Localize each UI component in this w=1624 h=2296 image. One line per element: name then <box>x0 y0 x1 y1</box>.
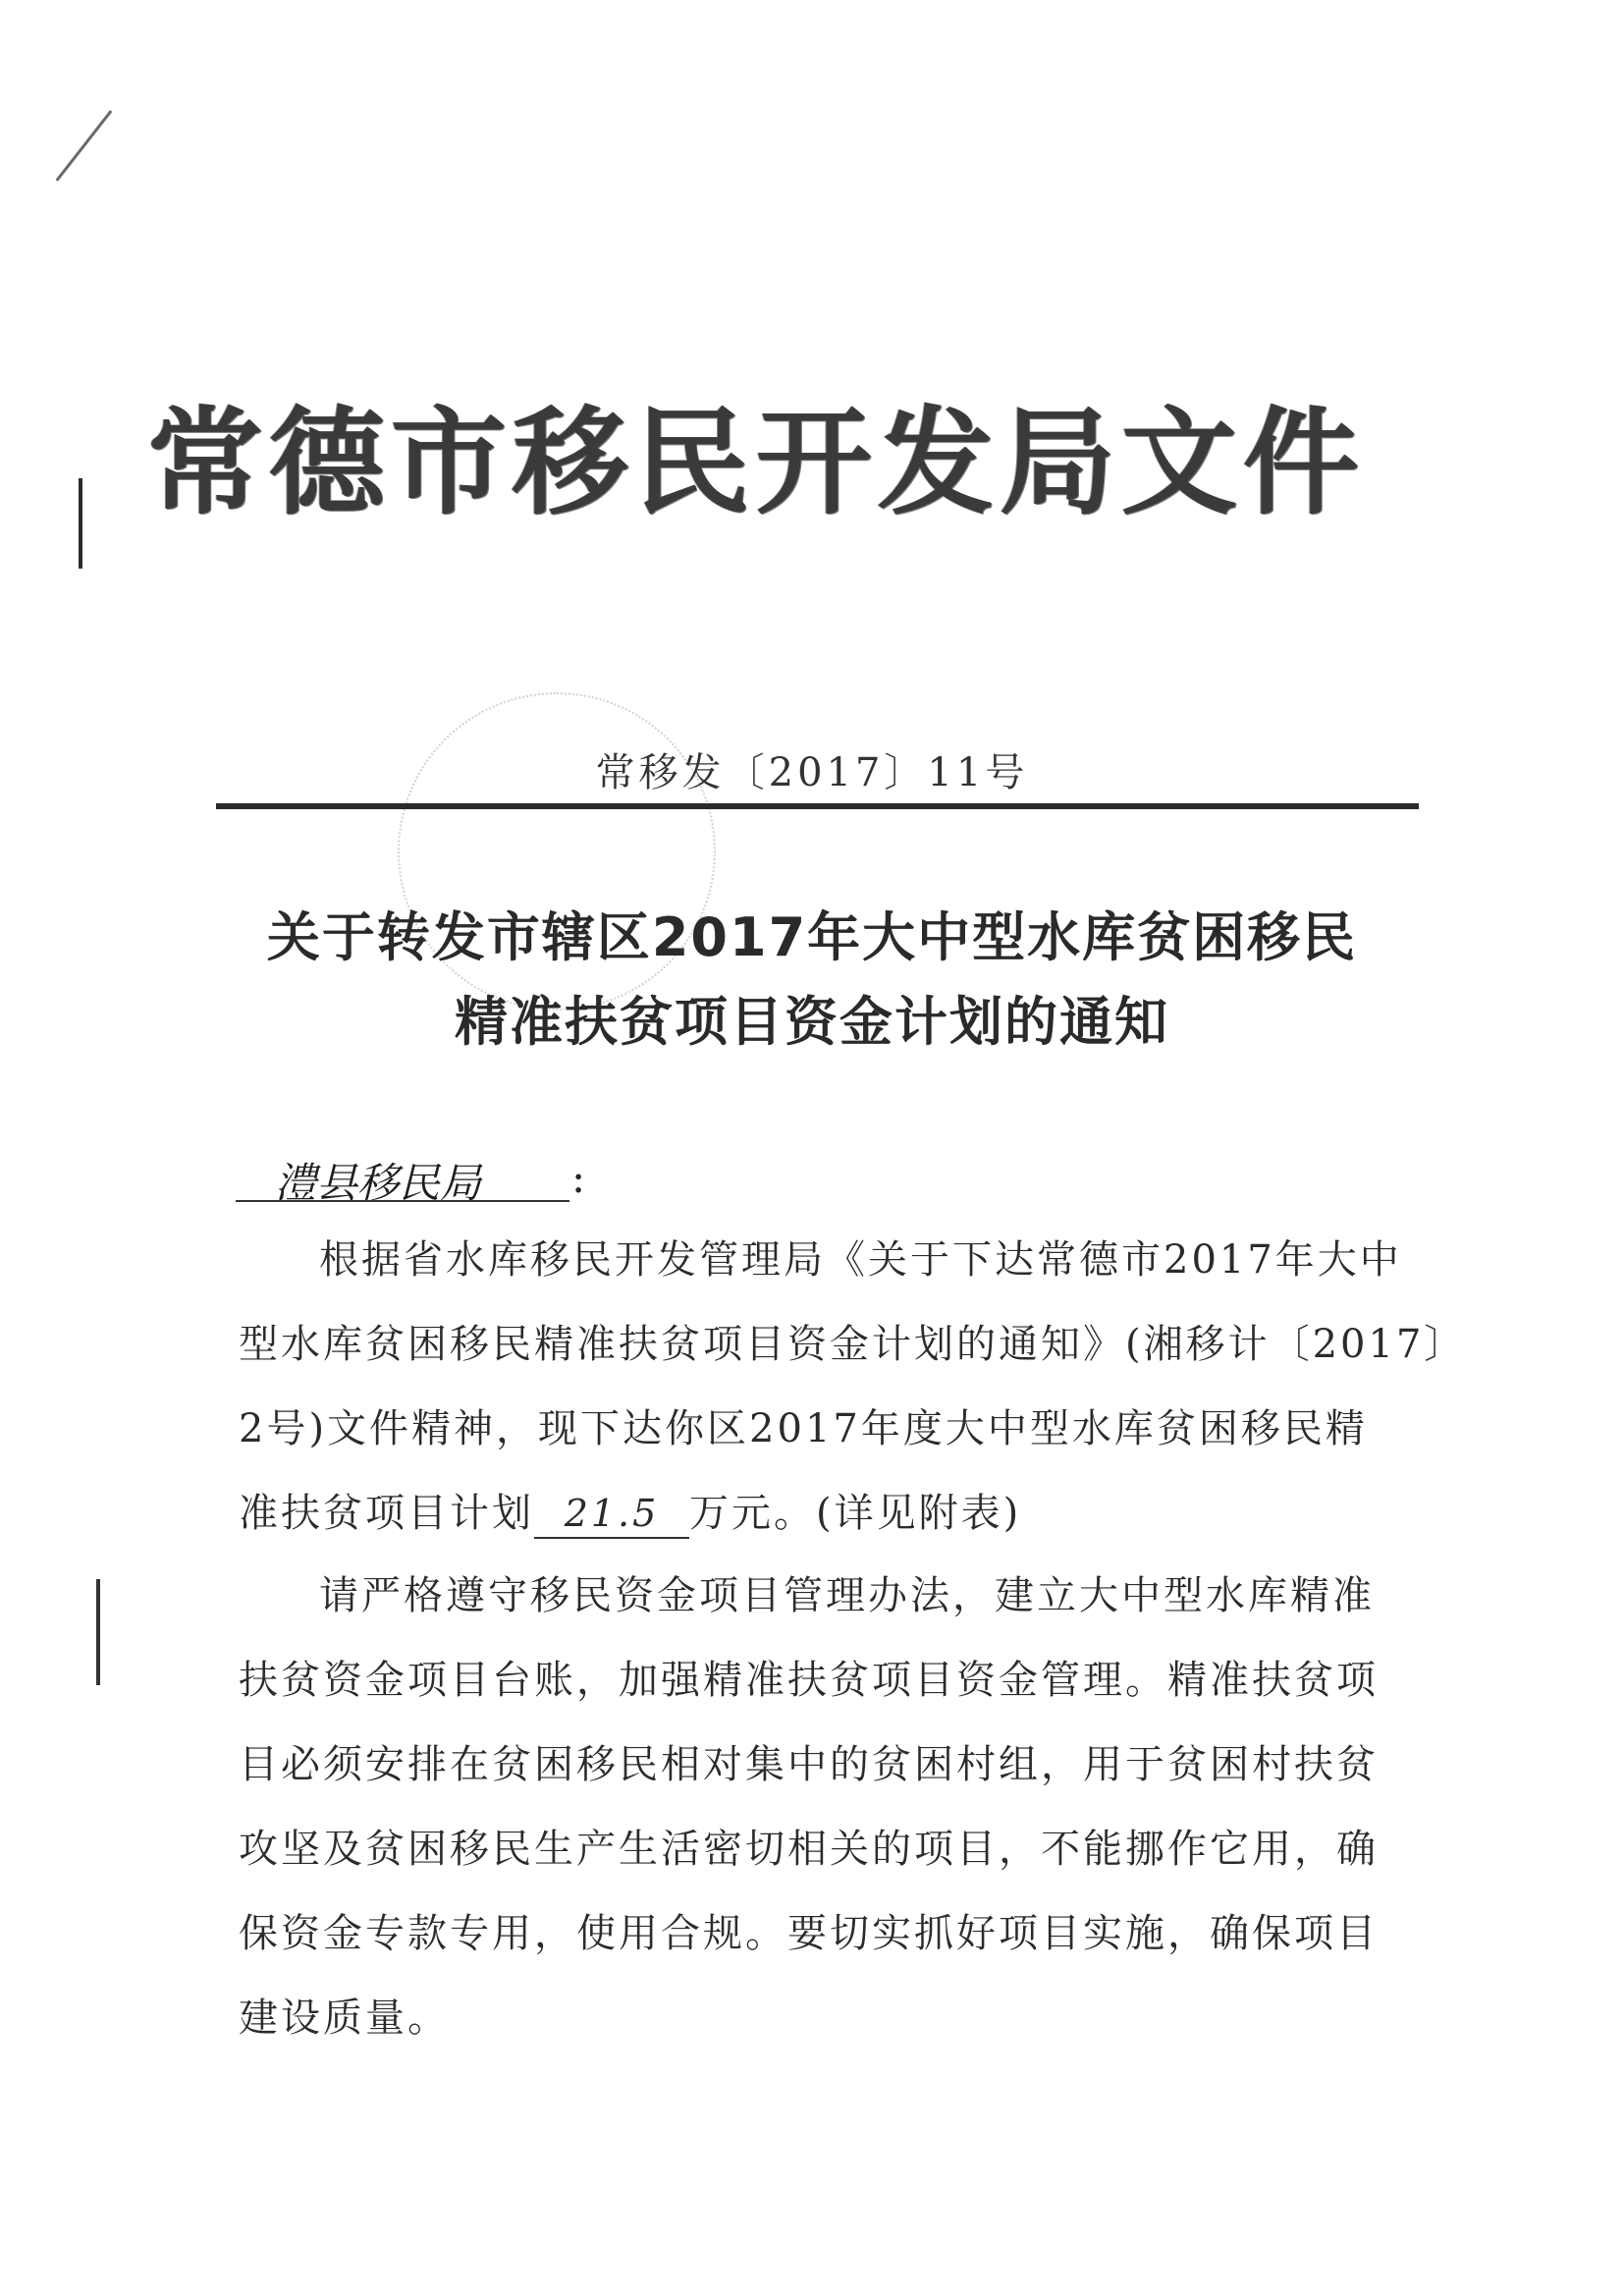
paragraph-line: 目必须安排在贫困移民相对集中的贫困村组，用于贫困村扶贫 <box>239 1742 1379 1787</box>
line-text: 准扶贫项目计划 <box>239 1491 534 1536</box>
paragraph-line: 根据省水库移民开发管理局《关于下达常德市2017年大中 <box>319 1237 1402 1283</box>
addressee-handwritten: 澧县移民局 <box>275 1159 482 1207</box>
scan-mark <box>79 478 82 569</box>
addressee-colon: : <box>571 1154 586 1202</box>
paragraph-1 <box>239 1218 1467 1556</box>
paragraph-2 <box>239 1554 1417 2060</box>
notice-title-line1: 关于转发市辖区2017年大中型水库贫困移民 <box>266 906 1358 968</box>
header-divider-rule <box>216 803 1419 809</box>
paragraph-line: 型水库贫困移民精准扶贫项目资金计划的通知》(湘移计〔2017〕 <box>239 1322 1467 1367</box>
amount-handwritten: 21.5 <box>534 1490 689 1539</box>
paragraph-line: 扶贫资金项目台账，加强精准扶贫项目资金管理。精准扶贫项 <box>239 1658 1379 1703</box>
scan-mark <box>96 1579 100 1685</box>
issuer-header-title: 常德市移民开发局文件 <box>147 394 1366 530</box>
paragraph-line: 2号)文件精神，现下达你区2017年度大中型水库贫困移民精 <box>239 1406 1368 1451</box>
scan-mark <box>56 110 113 182</box>
addressee-field <box>236 1149 569 1207</box>
paragraph-line: 保资金专款专用，使用合规。要切实抓好项目实施，确保项目 <box>239 1911 1379 1956</box>
notice-title-line2: 精准扶贫项目资金计划的通知 <box>455 991 1169 1053</box>
paragraph-line: 请严格遵守移民资金项目管理办法，建立大中型水库精准 <box>319 1573 1375 1618</box>
document-number: 常移发〔2017〕11号 <box>595 750 1029 795</box>
line-text: 万元。(详见附表) <box>689 1491 1022 1536</box>
paragraph-line-with-amount <box>239 1471 1417 1556</box>
paragraph-line: 建设质量。 <box>239 1995 450 2041</box>
paragraph-line: 攻坚及贫困移民生产生活密切相关的项目，不能挪作它用，确 <box>239 1827 1379 1872</box>
